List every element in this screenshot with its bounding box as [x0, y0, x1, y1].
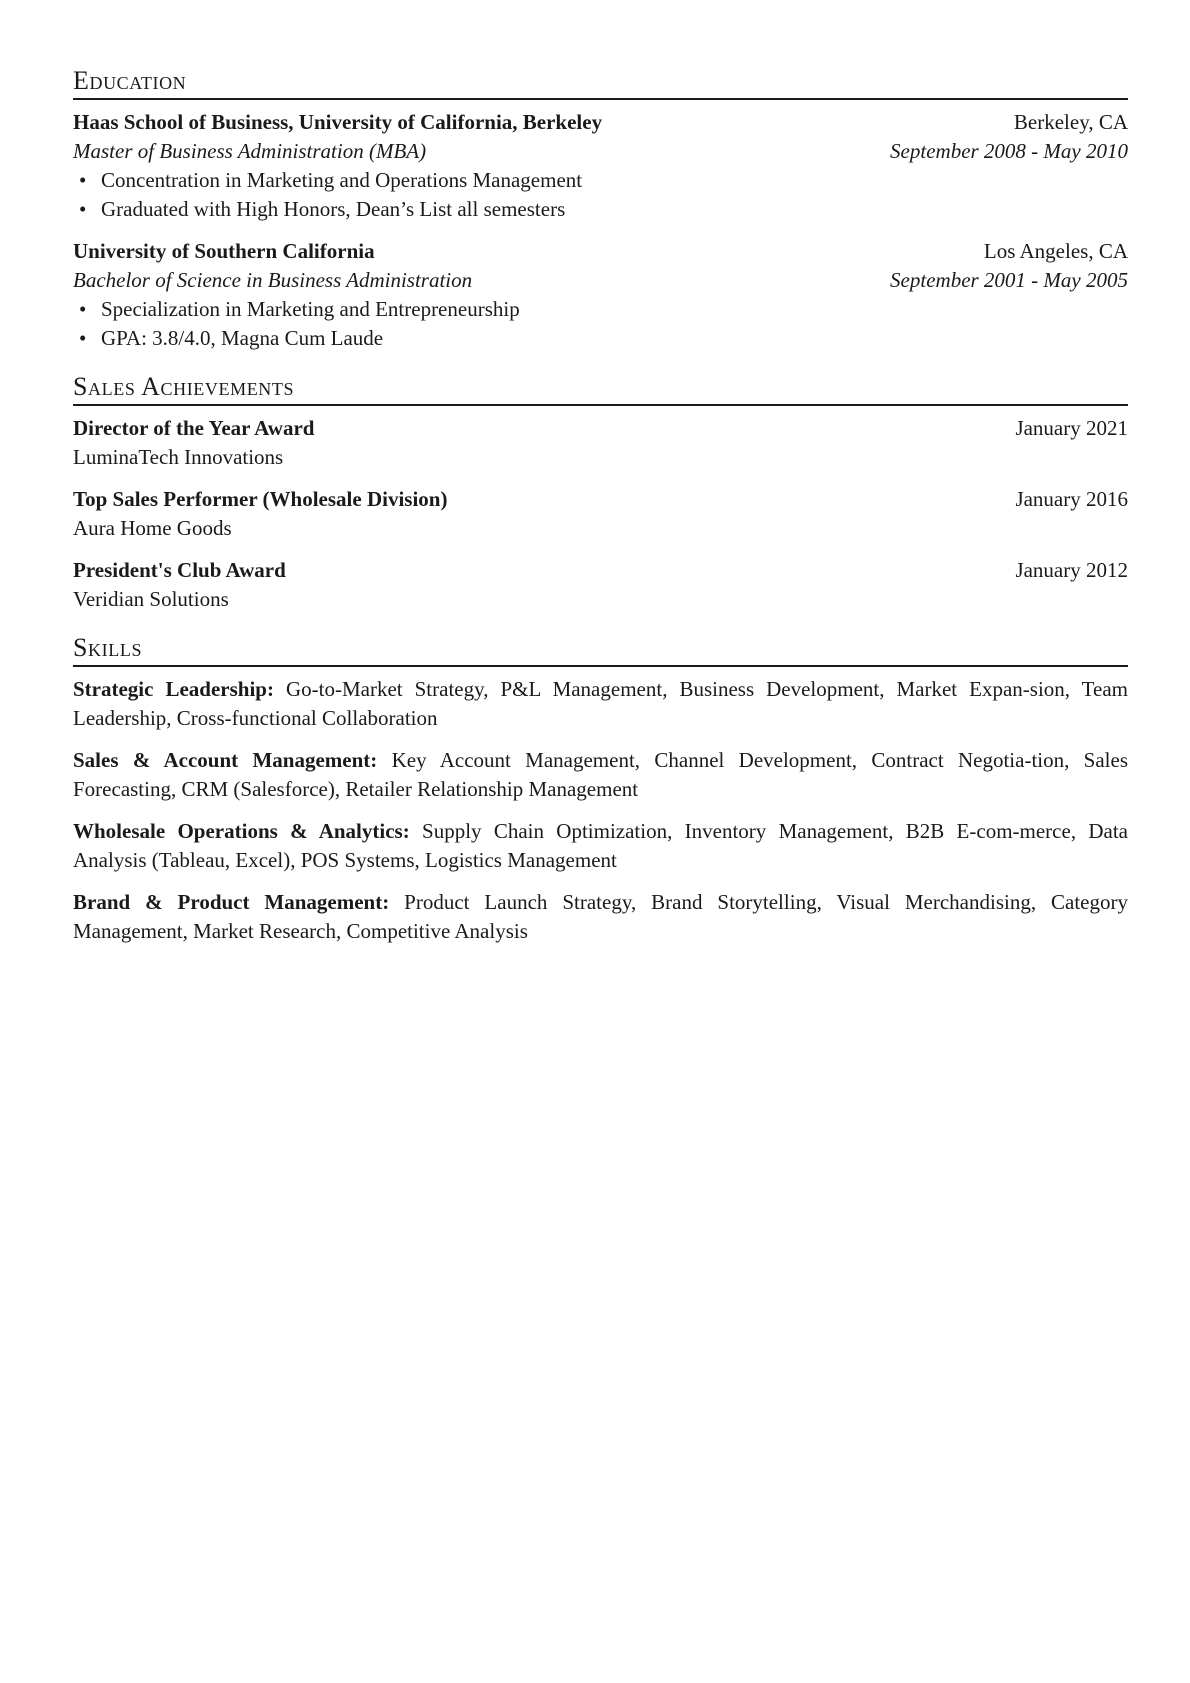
- award-organization: Aura Home Goods: [73, 516, 232, 540]
- skill-text: Key Account Management, Channel Development, Contract Negotia-tion, Sales Forecasting, CRM (Salesforce), Retailer Relationship Management: [73, 748, 1129, 801]
- bullet-item: • Concentration in Marketing and Operations Management: [73, 166, 1128, 195]
- skills-section: [73, 627, 1128, 946]
- achievements-heading: Sales Achievements: [73, 366, 1128, 406]
- skill-text: Go-to-Market Strategy, P&L Management, Business Development, Market Expan-sion, Team Leadership, Cross-functional Collaboration: [73, 677, 1129, 730]
- award-name: Director of the Year Award: [73, 416, 315, 440]
- award-organization: LuminaTech Innovations: [73, 445, 284, 469]
- skill-label: Brand & Product Management:: [73, 890, 390, 914]
- skill-entry: [73, 817, 1128, 875]
- award-date: January 2021: [1015, 416, 1128, 440]
- achievement-entry: [73, 485, 1128, 543]
- skill-label: Strategic Leadership:: [73, 677, 274, 701]
- skill-text: Product Launch Strategy, Brand Storytelling, Visual Merchandising, Category Management, Market Research, Competitive Analysis: [73, 890, 1128, 943]
- school-name: Haas School of Business, University of California, Berkeley: [73, 110, 603, 134]
- award-name: President's Club Award: [73, 558, 286, 582]
- education-bullets: [73, 166, 1128, 224]
- bullet-item: • Graduated with High Honors, Dean’s List all semesters: [73, 195, 1128, 224]
- degree: Bachelor of Science in Business Administration: [73, 268, 473, 292]
- award-date: January 2012: [1015, 558, 1128, 582]
- skill-entry: [73, 746, 1128, 804]
- degree-dates: September 2008 - May 2010: [890, 139, 1128, 163]
- school-location: Berkeley, CA: [1013, 110, 1128, 134]
- award-organization: Veridian Solutions: [73, 587, 229, 611]
- skill-label: Sales & Account Management:: [73, 748, 378, 772]
- bullet-item: • GPA: 3.8/4.0, Magna Cum Laude: [73, 324, 1128, 353]
- achievement-entry: [73, 556, 1128, 614]
- achievements-section: [73, 366, 1128, 614]
- skill-entry: [73, 675, 1128, 733]
- education-section: [73, 60, 1128, 353]
- school-name: University of Southern California: [73, 239, 375, 263]
- skill-entry: [73, 888, 1128, 946]
- degree-dates: September 2001 - May 2005: [890, 268, 1128, 292]
- education-heading: Education: [73, 60, 1128, 100]
- bullet-item: • Specialization in Marketing and Entrepreneurship: [73, 295, 1128, 324]
- school-location: Los Angeles, CA: [983, 239, 1128, 263]
- education-entry: [73, 108, 1128, 224]
- skill-text: Supply Chain Optimization, Inventory Management, B2B E-com-merce, Data Analysis (Tableau, Excel), POS Systems, Logistics Management: [73, 819, 1129, 872]
- degree: Master of Business Administration (MBA): [73, 139, 427, 163]
- skill-label: Wholesale Operations & Analytics:: [73, 819, 410, 843]
- resume-page: [73, 60, 1128, 959]
- award-name: Top Sales Performer (Wholesale Division): [73, 487, 448, 511]
- skills-heading: Skills: [73, 627, 1128, 667]
- award-date: January 2016: [1015, 487, 1128, 511]
- education-entry: [73, 237, 1128, 353]
- education-bullets: [73, 295, 1128, 353]
- achievement-entry: [73, 414, 1128, 472]
